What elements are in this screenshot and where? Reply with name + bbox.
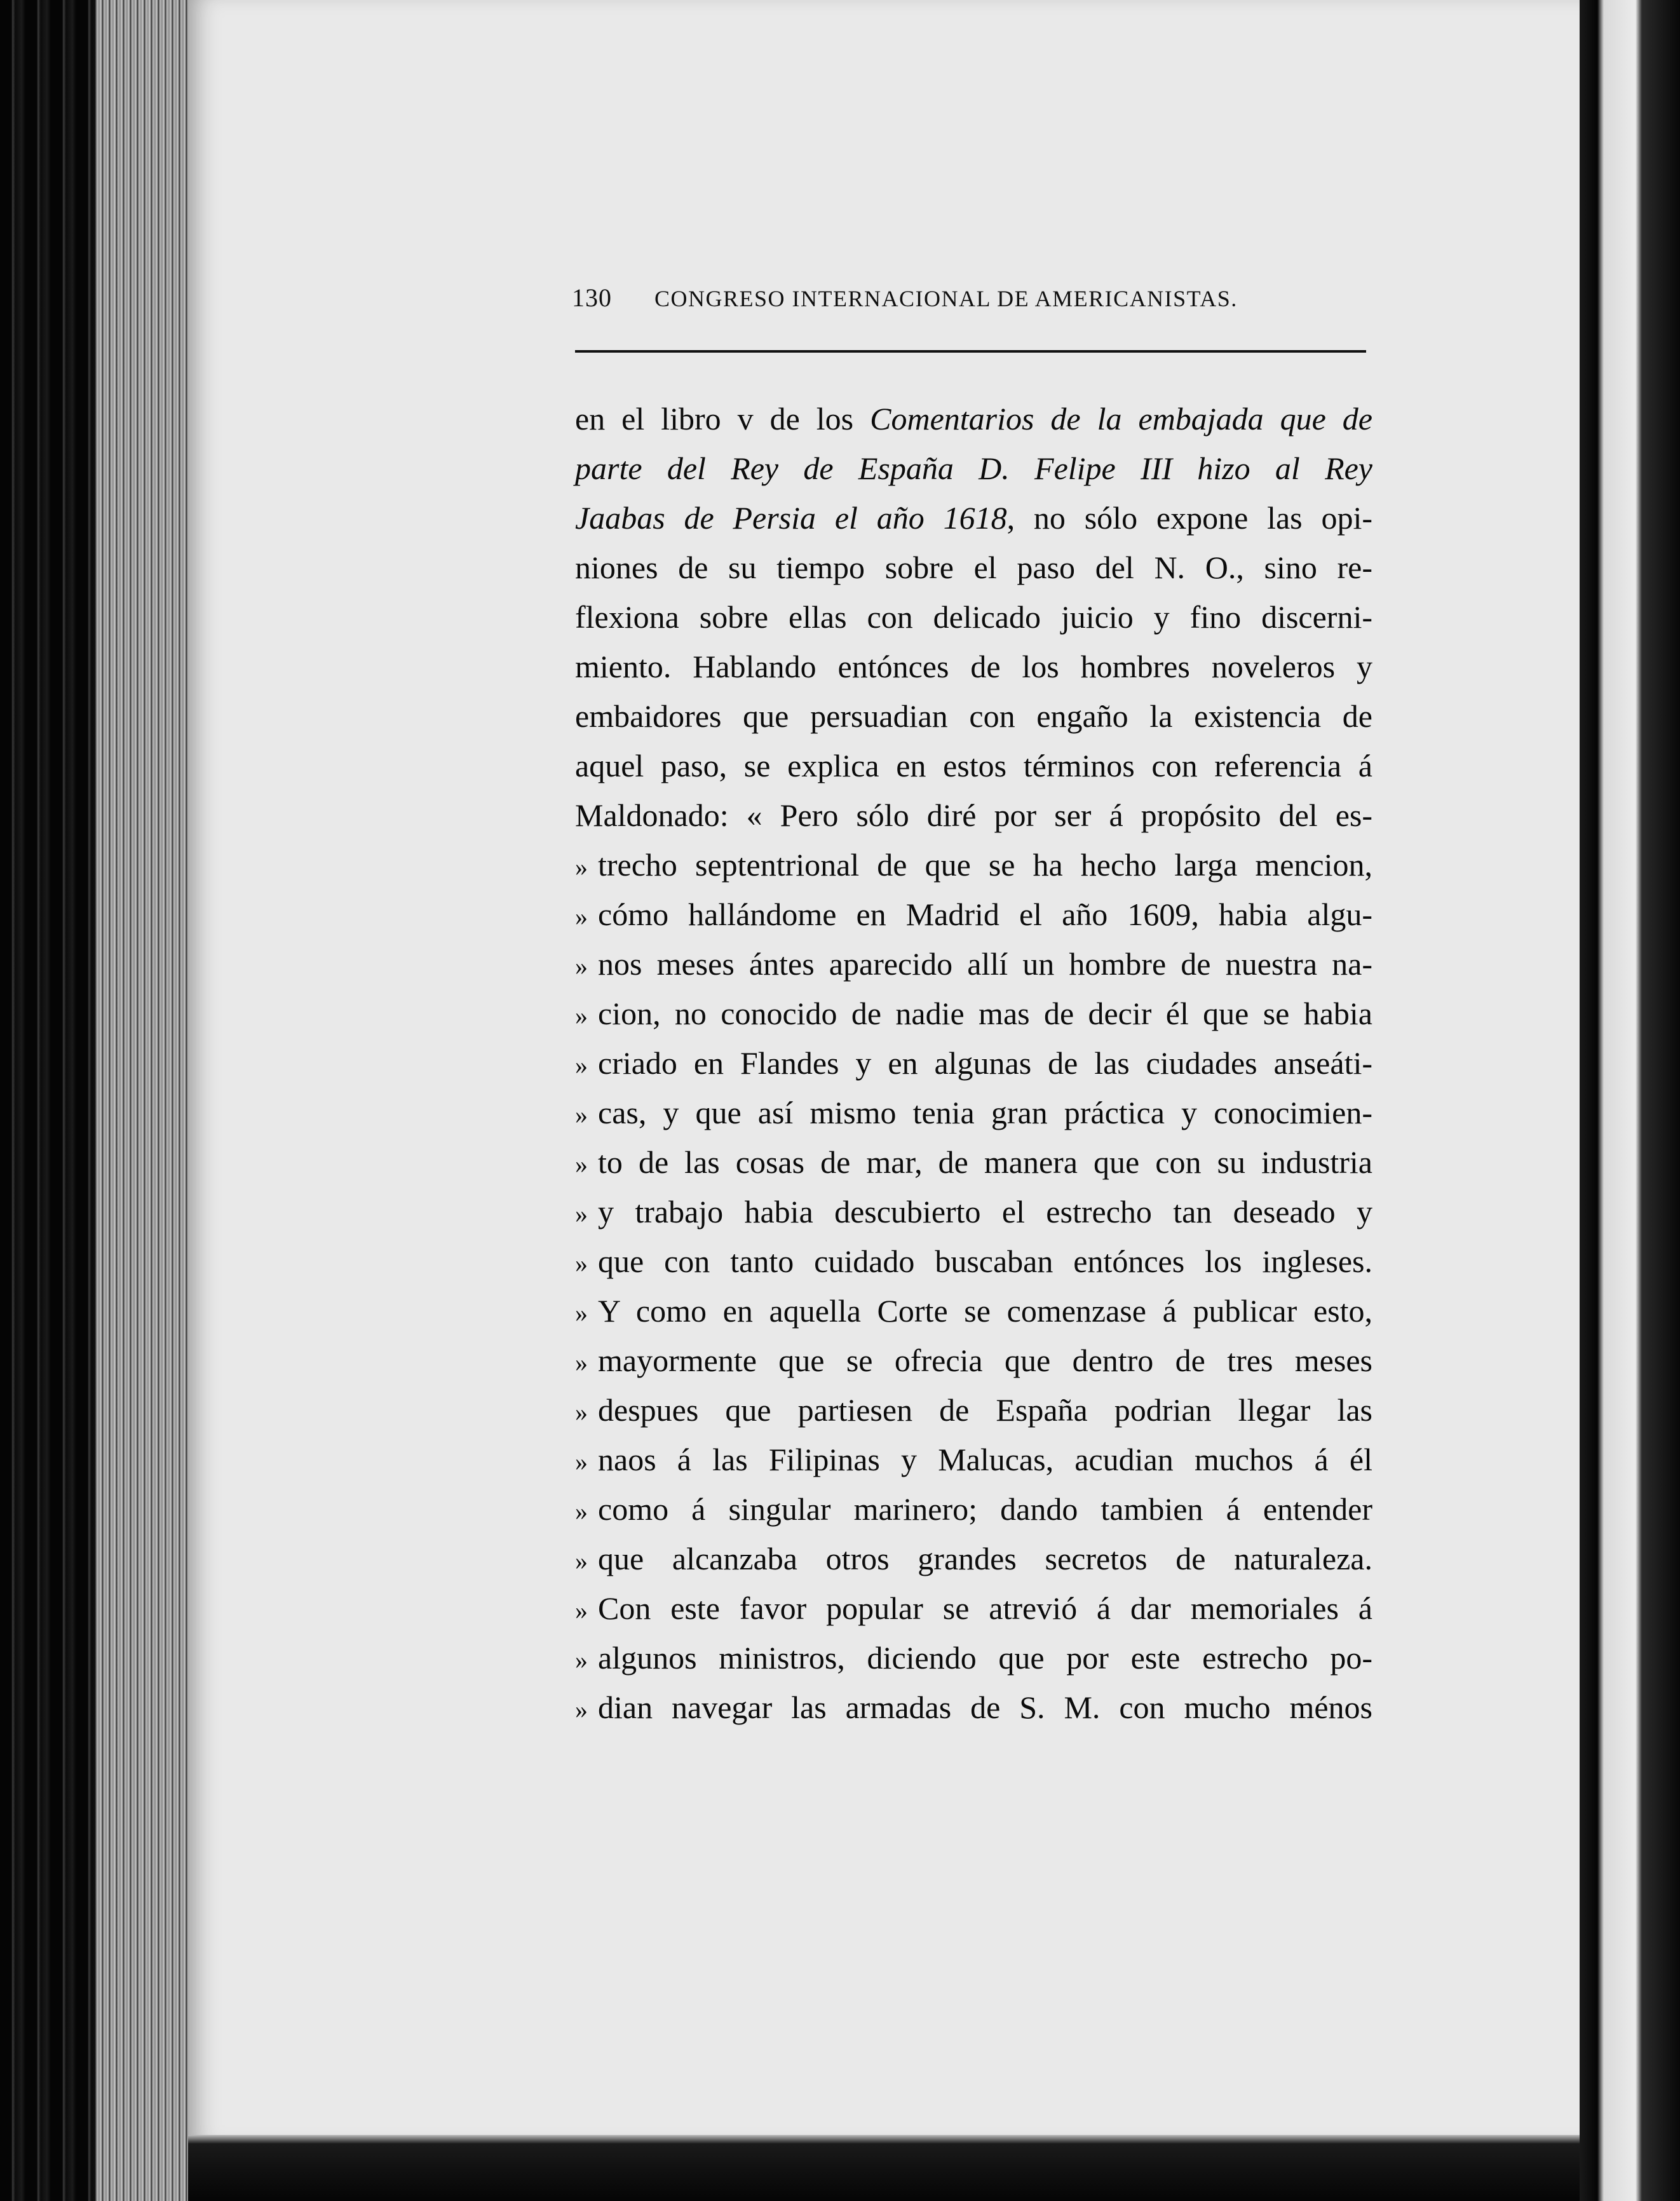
quote-mark: » <box>575 1497 588 1526</box>
text-run: que alcanzaba otros grandes secretos de naturaleza. <box>598 1541 1372 1576</box>
text-run: miento. Hablando entónces de los hombres noveleros y <box>575 649 1372 684</box>
text-run: mayormente que se ofrecia que dentro de tres meses <box>598 1343 1372 1378</box>
quote-mark: » <box>575 1001 588 1030</box>
text-run: niones de su tiempo sobre el paso del N. O., sino re- <box>575 550 1372 585</box>
text-run: como á singular marinero; dando tambien á entender <box>598 1491 1372 1527</box>
quote-mark: » <box>575 1695 588 1724</box>
book-page-stack-edge <box>95 0 191 2201</box>
text-line <box>575 890 1372 939</box>
text-run: Con este favor popular se atrevió á dar memoriales á <box>598 1590 1372 1626</box>
quote-mark: » <box>575 1447 588 1476</box>
text-line <box>575 1534 1372 1583</box>
text-run: algunos ministros, diciendo que por este estrecho po- <box>598 1640 1372 1676</box>
text-line <box>575 1137 1372 1187</box>
text-run: to de las cosas de mar, de manera que con su industria <box>598 1144 1372 1180</box>
text-run: trecho septentrional de que se ha hecho larga mencion, <box>598 847 1372 883</box>
text-line <box>575 790 1372 840</box>
text-run: embaidores que persuadian con engaño la existencia de <box>575 698 1372 734</box>
page-header <box>572 283 1366 321</box>
text-run: que con tanto cuidado buscaban entónces los ingleses. <box>598 1243 1372 1279</box>
quote-mark: » <box>575 1051 588 1080</box>
text-run: cómo hallándome en Madrid el año 1609, habia algu- <box>598 897 1372 932</box>
text-line <box>575 1385 1372 1435</box>
text-line <box>575 394 1372 444</box>
text-line <box>575 1683 1372 1732</box>
text-run: nos meses ántes aparecido allí un hombre de nuestra na- <box>598 946 1372 982</box>
quote-mark: » <box>575 1547 588 1575</box>
quote-mark: » <box>575 952 588 980</box>
text-line <box>575 1038 1372 1088</box>
text-run: y trabajo habia descubierto el estrecho tan deseado y <box>598 1194 1372 1229</box>
text-line <box>575 741 1372 790</box>
quote-mark: » <box>575 1596 588 1625</box>
quote-mark: » <box>575 1200 588 1228</box>
text-run: Maldonado: « Pero sólo diré por ser á propósito del es- <box>575 797 1372 833</box>
quote-mark: » <box>575 1398 588 1426</box>
header-rule <box>575 350 1366 353</box>
italic-text: parte del Rey de España D. Felipe III hizo al Rey <box>575 450 1372 486</box>
text-line <box>575 1633 1372 1683</box>
scan-bottom-border <box>188 2135 1580 2201</box>
italic-text: Comentarios de la embajada que de <box>870 401 1372 437</box>
running-head: CONGRESO INTERNACIONAL DE AMERICANISTAS. <box>654 286 1238 311</box>
text-run: flexiona sobre ellas con delicado juicio y fino discerni- <box>575 599 1372 635</box>
text-line <box>575 1435 1372 1484</box>
text-line <box>575 543 1372 592</box>
text-line <box>575 1286 1372 1336</box>
text-line <box>575 1088 1372 1137</box>
text-line <box>575 1187 1372 1236</box>
text-line <box>575 691 1372 741</box>
scan-right-border <box>1578 0 1680 2201</box>
quote-mark: » <box>575 1249 588 1278</box>
text-line <box>575 592 1372 642</box>
text-run: Y como en aquella Corte se comenzase á publicar esto, <box>598 1293 1372 1329</box>
quote-mark: » <box>575 902 588 931</box>
text-run: despues que partiesen de España podrian llegar las <box>598 1392 1372 1428</box>
text-run: cion, no conocido de nadie mas de decir él que se habia <box>598 996 1372 1031</box>
text-line <box>575 1484 1372 1534</box>
text-run: dian navegar las armadas de S. M. con mucho ménos <box>598 1690 1372 1725</box>
text-line <box>575 493 1372 543</box>
text-line <box>575 989 1372 1038</box>
quote-mark: » <box>575 853 588 881</box>
italic-text: Jaabas de Persia el año 1618 <box>575 500 1007 536</box>
quote-mark: » <box>575 1299 588 1327</box>
text-line <box>575 642 1372 691</box>
text-line <box>575 840 1372 890</box>
text-line <box>575 1236 1372 1286</box>
quote-mark: » <box>575 1100 588 1129</box>
text-run: aquel paso, se explica en estos términos con referencia á <box>575 748 1372 783</box>
quote-mark: » <box>575 1348 588 1377</box>
text-run: criado en Flandes y en algunas de las ciudades anseáti- <box>598 1045 1372 1081</box>
text-run: en el libro v de los <box>575 401 870 437</box>
page-number: 130 <box>572 283 612 312</box>
body-text <box>575 394 1372 1732</box>
text-line <box>575 1336 1372 1385</box>
text-run: , no sólo expone las opi- <box>1006 500 1372 536</box>
text-line <box>575 1583 1372 1633</box>
text-line <box>575 939 1372 989</box>
text-line <box>575 444 1372 493</box>
quote-mark: » <box>575 1646 588 1674</box>
text-run: cas, y que así mismo tenia gran práctica y conocimien- <box>598 1095 1372 1130</box>
quote-mark: » <box>575 1150 588 1179</box>
text-run: naos á las Filipinas y Malucas, acudian muchos á él <box>598 1442 1372 1477</box>
